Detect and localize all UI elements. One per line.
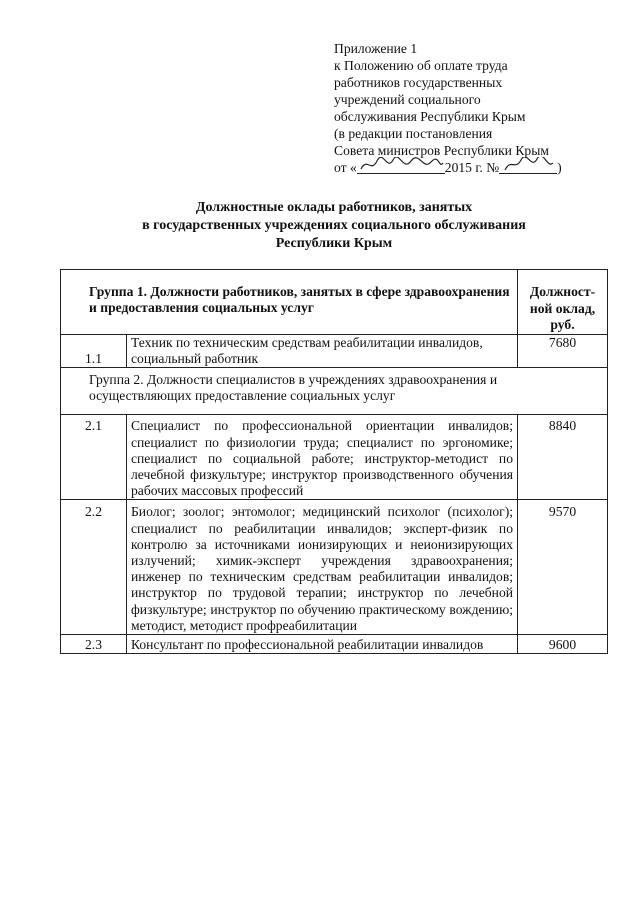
appendix-header — [334, 40, 614, 176]
appendix-line: учреждений социального — [334, 92, 481, 107]
title-line: в государственных учреждениях социального обслуживания — [142, 218, 526, 233]
table-header-row — [61, 270, 608, 335]
group2-header-row — [61, 367, 608, 414]
row-number: 2.2 — [61, 500, 127, 635]
group1-header: Группа 1. Должности работников, занятых в сфере здравоохранения и предоставления социальных услуг — [61, 270, 518, 335]
row-salary: 9570 — [518, 500, 608, 635]
row-number: 2.3 — [61, 634, 127, 653]
appendix-line: (в редакции постановления — [334, 126, 493, 141]
table-row — [61, 415, 608, 500]
salary-column-header: Должност-ной оклад, руб. — [518, 270, 608, 335]
appendix-line: работников государственных — [334, 75, 503, 90]
row-positions: Консультант по профессиональной реабилитации инвалидов — [127, 634, 518, 653]
date-prefix: от « — [334, 160, 357, 175]
handwriting-scribble-icon — [359, 157, 445, 173]
handwritten-date — [357, 159, 445, 174]
date-year: 2015 г. № — [444, 160, 500, 175]
date-suffix: ) — [557, 160, 562, 175]
title-line: Должностные оклады работников, занятых — [195, 200, 473, 215]
row-salary: 8840 — [518, 415, 608, 500]
appendix-line: к Положению об оплате труда — [334, 58, 508, 73]
row-number: 2.1 — [61, 415, 127, 500]
row-salary: 9600 — [518, 634, 608, 653]
handwriting-scribble-icon — [501, 157, 557, 173]
row-positions: Биолог; зоолог; энтомолог; медицинский психолог (психолог); специалист по реабилитации инвалидов; эксперт-физик по контролю за источниками ионизирующих и неионизирующих излучений; химик-эксперт учреждения здравоохранения; инженер по техническим средствам реабилитации инвалидов; инструктор по трудовой терапии; инструктор по лечебной физкультуре; инструктор по обучению практическому вождению; методист, методист профреабилитации — [127, 500, 518, 635]
group2-title: Группа 2. Должности специалистов в учреждениях здравоохранения и осуществляющих предоставление социальных услуг — [61, 367, 608, 414]
row-salary: 7680 — [518, 334, 608, 367]
table-row — [61, 500, 608, 635]
appendix-date-line — [334, 159, 614, 176]
document-title — [60, 199, 608, 253]
row-number: 1.1 — [61, 334, 127, 367]
table-row — [61, 334, 608, 367]
table-row — [61, 634, 608, 653]
row-positions: Специалист по профессиональной ориентации инвалидов; специалист по физиологии труда; специалист по эргономике; специалист по социальной работе; инструктор-методист по лечебной физкультуре; инструктор производственного обучения рабочих массовых профессий — [127, 415, 518, 500]
handwritten-number — [499, 159, 557, 174]
salary-table — [60, 269, 608, 654]
appendix-line: Совета министров Республики Крым — [334, 143, 549, 158]
appendix-line: Приложение 1 — [334, 41, 418, 56]
title-line: Республики Крым — [275, 236, 393, 251]
row-positions: Техник по техническим средствам реабилитации инвалидов, социальный работник — [127, 334, 518, 367]
appendix-line: обслуживания Республики Крым — [334, 109, 526, 124]
